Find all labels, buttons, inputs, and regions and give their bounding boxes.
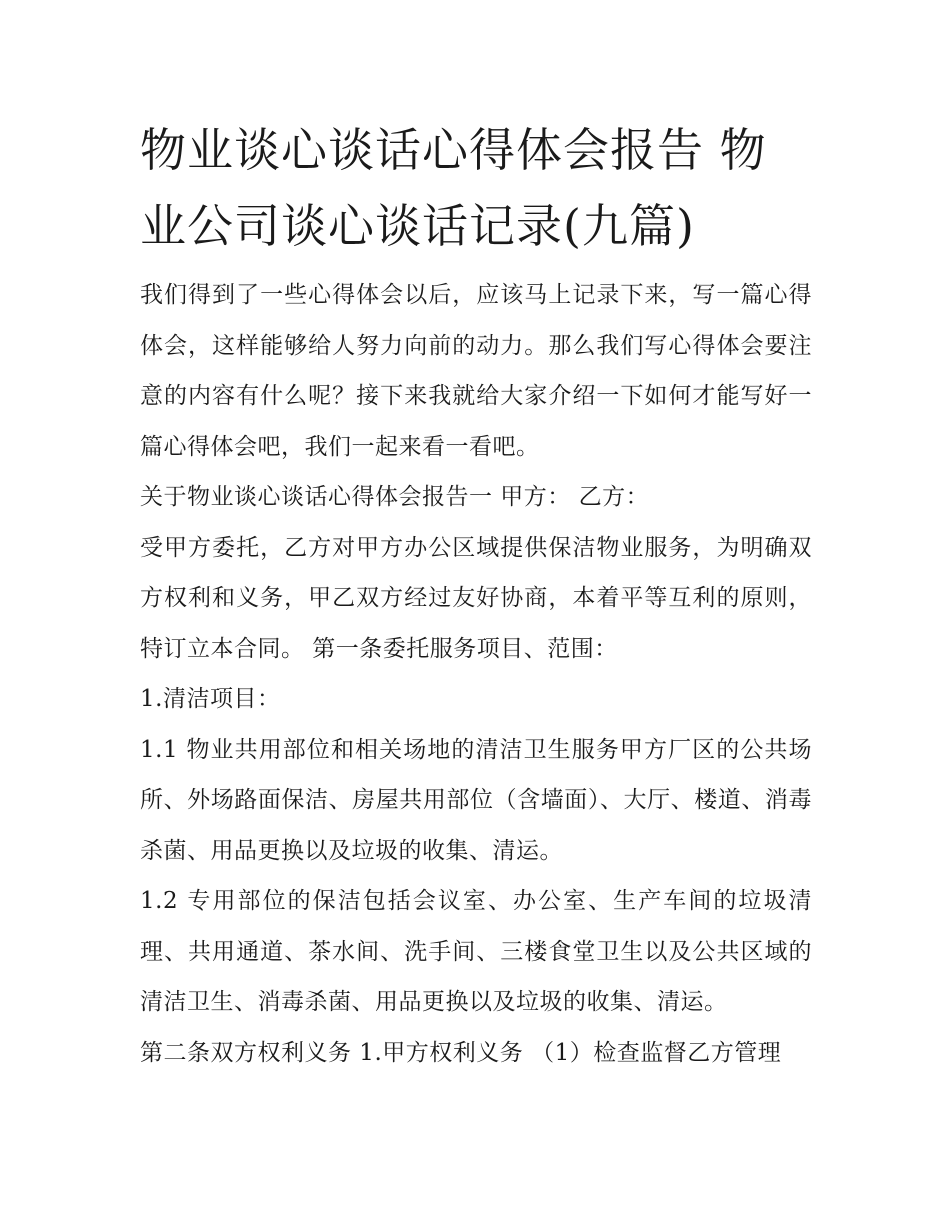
intro-paragraph: 我们得到了一些心得体会以后，应该马上记录下来，写一篇心得体会，这样能够给人努力向前的动力。那么我们写心得体会要注意的内容有什么呢？接下来我就给大家介绍一下如何才能写好一篇心得体会吧，我们一起来看一看吧。	[140, 282, 812, 460]
cleaning-items-heading: 1.清洁项目：	[140, 686, 281, 712]
document-title: 物业谈心谈话心得体会报告 物业公司谈心谈话记录(九篇)	[140, 123, 767, 253]
article-2-paragraph: 第二条双方权利义务 1.甲方权利义务 （1）检查监督乙方管理	[140, 1039, 782, 1066]
clause-1-1-paragraph: 1.1 物业共用部位和相关场地的清洁卫生服务甲方厂区的公共场所、外场路面保洁、房屋共用部位（含墙面）、大厅、楼道、消毒杀菌、用品更换以及垃圾的收集、清运。	[140, 736, 812, 864]
contract-preamble-paragraph: 受甲方委托，乙方对甲方办公区域提供保洁物业服务，为明确双方权利和义务，甲乙双方经过友好协商，本着平等互利的原则，特订立本合同。 第一条委托服务项目、范围：	[140, 534, 812, 662]
section-heading-parties: 关于物业谈心谈话心得体会报告一 甲方： 乙方：	[140, 484, 650, 510]
document-page	[140, 112, 812, 1078]
clause-1-2-paragraph: 1.2 专用部位的保洁包括会议室、办公室、生产车间的垃圾清理、共用通道、茶水间、洗手间、三楼食堂卫生以及公共区域的清洁卫生、消毒杀菌、用品更换以及垃圾的收集、清运。	[140, 888, 812, 1015]
